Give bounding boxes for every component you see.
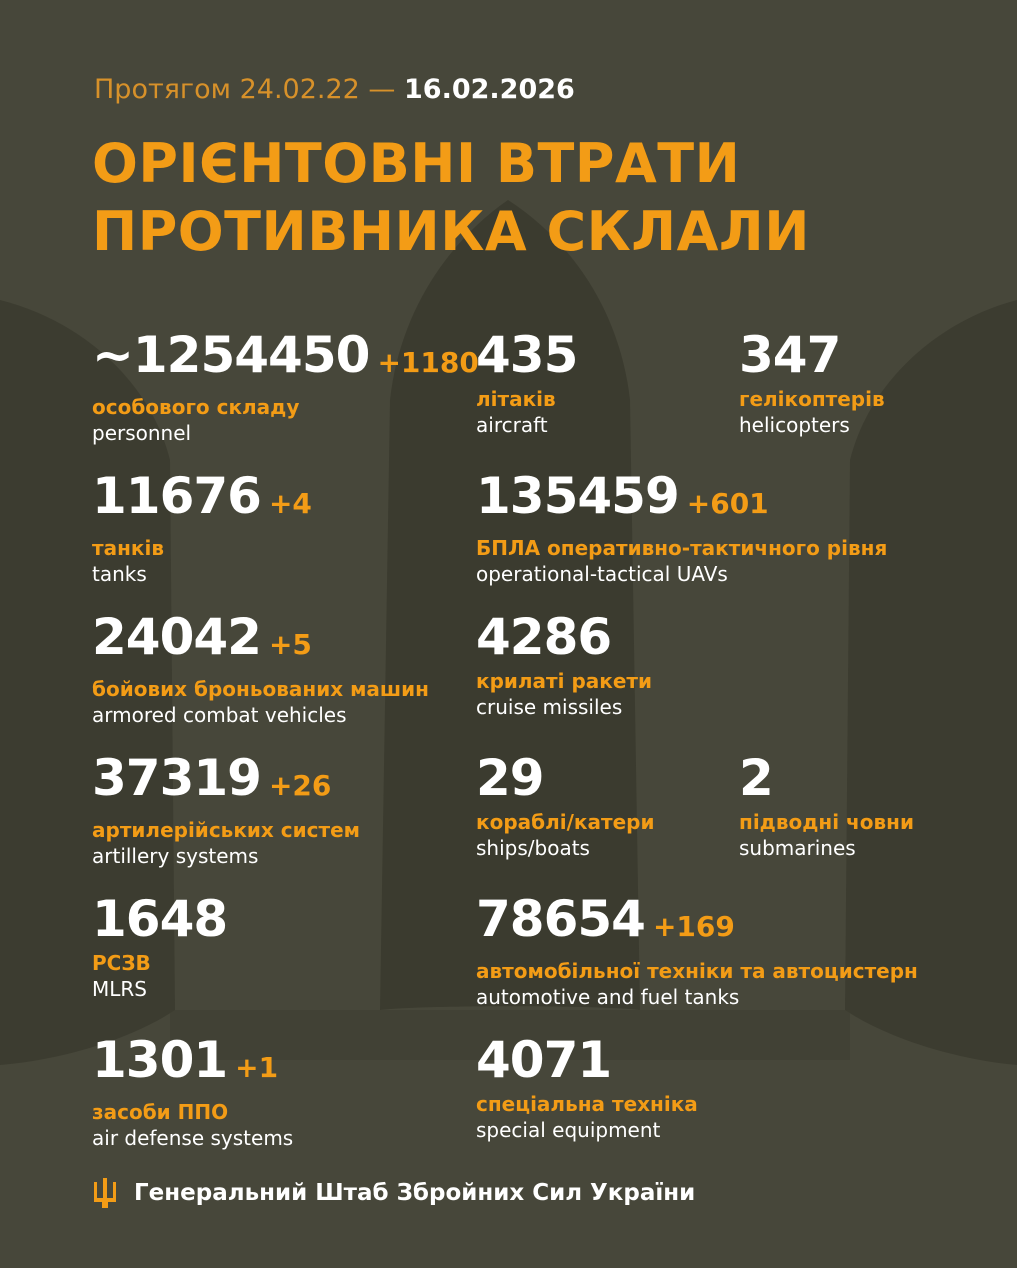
stat-value: ~1254450 xyxy=(92,326,370,384)
stat-acv xyxy=(92,610,429,728)
stat-label-en: MLRS xyxy=(92,977,147,1001)
stat-artillery xyxy=(92,751,360,869)
stat-label-en: operational-tactical UAVs xyxy=(476,562,728,586)
stat-label-ua: засоби ППО xyxy=(92,1100,229,1124)
stat-value: 1301 xyxy=(92,1031,228,1089)
stat-label-ua: спеціальна техніка xyxy=(476,1092,698,1116)
stat-submarines xyxy=(739,751,914,861)
stat-label-ua: артилерійських систем xyxy=(92,818,360,842)
stat-label-en: submarines xyxy=(739,836,856,860)
stat-personnel xyxy=(92,328,479,446)
period-date: 16.02.2026 xyxy=(404,74,575,105)
stat-value: 4071 xyxy=(476,1031,612,1089)
stat-label-ua: літаків xyxy=(476,387,556,411)
stat-tanks xyxy=(92,469,312,587)
stat-label-en: special equipment xyxy=(476,1118,661,1142)
stat-label-en: cruise missiles xyxy=(476,695,623,719)
stat-delta: +26 xyxy=(268,769,332,802)
title-line-1: ОРІЄНТОВНІ ВТРАТИ xyxy=(92,132,741,195)
stat-helicopters xyxy=(739,328,885,438)
stat-label-en: armored combat vehicles xyxy=(92,703,347,727)
stat-delta: +1180 xyxy=(377,346,479,379)
stat-value: 2 xyxy=(739,749,773,807)
stat-delta: +5 xyxy=(268,628,312,661)
stat-value: 4286 xyxy=(476,608,612,666)
title-line-2: ПРОТИВНИКА СКЛАЛИ xyxy=(92,200,810,263)
stat-value: 24042 xyxy=(92,608,261,666)
period-label xyxy=(94,74,575,105)
footer xyxy=(92,1178,695,1208)
stat-value: 78654 xyxy=(476,890,645,948)
stat-label-ua: БПЛА оперативно-тактичного рівня xyxy=(476,536,888,560)
stat-label-ua: кораблі/катери xyxy=(476,810,655,834)
trident-icon xyxy=(92,1178,118,1208)
stat-label-ua: підводні човни xyxy=(739,810,914,834)
stat-value: 29 xyxy=(476,749,544,807)
stat-label-en: aircraft xyxy=(476,413,548,437)
stat-vehicles xyxy=(476,892,918,1010)
stat-label-ua: танків xyxy=(92,536,164,560)
stat-special-equipment xyxy=(476,1033,698,1143)
stat-delta: +4 xyxy=(268,487,312,520)
stat-value: 37319 xyxy=(92,749,261,807)
stat-air-defense xyxy=(92,1033,293,1151)
stat-label-ua: гелікоптерів xyxy=(739,387,885,411)
stat-label-en: tanks xyxy=(92,562,147,586)
stat-label-ua: бойових броньованих машин xyxy=(92,677,429,701)
stat-value: 11676 xyxy=(92,467,261,525)
stat-cruise-missiles xyxy=(476,610,652,720)
stat-value: 1648 xyxy=(92,890,228,948)
stat-label-ua: крилаті ракети xyxy=(476,669,653,693)
stat-value: 135459 xyxy=(476,467,679,525)
stat-label-en: automotive and fuel tanks xyxy=(476,985,740,1009)
stat-label-ua: РСЗВ xyxy=(92,951,151,975)
page-title xyxy=(92,130,810,266)
stat-uavs xyxy=(476,469,887,587)
stat-value: 435 xyxy=(476,326,578,384)
stat-delta: +169 xyxy=(652,910,735,943)
stat-label-en: ships/boats xyxy=(476,836,590,860)
stat-label-en: air defense systems xyxy=(92,1126,294,1150)
stat-mlrs xyxy=(92,892,227,1002)
stat-ships xyxy=(476,751,654,861)
stat-aircraft xyxy=(476,328,577,438)
stat-label-en: personnel xyxy=(92,421,192,445)
stat-delta: +1 xyxy=(235,1051,279,1084)
stat-delta: +601 xyxy=(686,487,769,520)
stat-label-en: artillery systems xyxy=(92,844,259,868)
stat-label-en: helicopters xyxy=(739,413,850,437)
period-prefix: Протягом 24.02.22 — xyxy=(94,74,404,105)
stat-label-ua: автомобільної техніки та автоцистерн xyxy=(476,959,918,983)
footer-text: Генеральний Штаб Збройних Сил України xyxy=(134,1180,696,1206)
stat-value: 347 xyxy=(739,326,841,384)
stat-label-ua: особового складу xyxy=(92,395,300,419)
